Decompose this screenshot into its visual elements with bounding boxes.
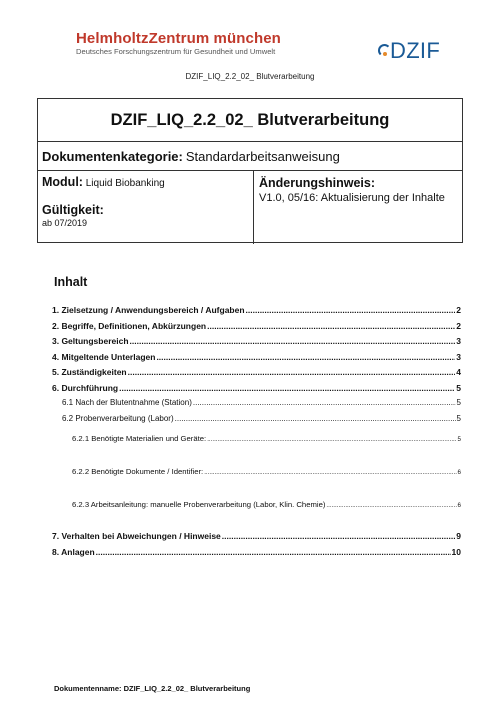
page-header: DZIF_LIQ_2.2_02_ Blutverarbeitung: [185, 72, 315, 81]
toc-entry-title: 5. Zuständigkeiten: [52, 367, 127, 377]
toc-entry-page: 2: [456, 305, 461, 315]
toc-entry-page: 5: [457, 436, 461, 443]
toc-entry-page: 5: [456, 398, 461, 407]
change-label: Änderungshinweis:: [259, 176, 375, 190]
toc-entry-page: 2: [456, 320, 461, 331]
toc-entry[interactable]: [52, 336, 461, 352]
change-value: V1.0, 05/16: Aktualisierung der Inhalte: [259, 192, 445, 204]
document-title: DZIF_LIQ_2.2_02_ Blutverarbeitung: [38, 99, 462, 142]
toc-entry[interactable]: [52, 367, 461, 383]
validity-value: ab 07/2019: [42, 218, 88, 228]
table-of-contents: [52, 305, 461, 562]
toc-entry[interactable]: [52, 305, 461, 321]
change-cell: [254, 171, 462, 244]
dzif-logo: [378, 38, 440, 64]
category-label: Dokumentenkategorie:: [42, 148, 183, 164]
module-cell: [38, 171, 254, 244]
toc-entry[interactable]: [52, 434, 461, 467]
toc-entry-title: 6.1 Nach der Blutentnahme (Station): [62, 398, 192, 407]
toc-entry-title: 4. Mitgeltende Unterlagen: [52, 351, 156, 362]
toc-entry-title: 3. Geltungsbereich: [52, 336, 129, 346]
toc-entry-page: 5: [456, 414, 461, 423]
toc-entry-page: 10: [451, 546, 461, 557]
toc-entry-page: 3: [456, 351, 461, 362]
helmholtz-name: HelmholtzZentrum münchen: [76, 30, 281, 47]
module-value: Liquid Biobanking: [85, 178, 165, 189]
toc-entry-page: 4: [456, 367, 461, 377]
toc-entry[interactable]: [52, 414, 461, 434]
toc-entry-title: 1. Zielsetzung / Anwendungsbereich / Aufgaben: [52, 305, 245, 315]
toc-entry-page: 6: [457, 502, 461, 509]
toc-entry[interactable]: [52, 383, 461, 399]
toc-entry-page: 3: [456, 336, 461, 346]
toc-entry-title: 6. Durchführung: [52, 382, 119, 393]
toc-entry[interactable]: [52, 352, 461, 368]
toc-entry[interactable]: [52, 467, 461, 500]
toc-entry[interactable]: [52, 547, 461, 563]
title-box: [37, 98, 463, 243]
toc-heading: Inhalt: [54, 275, 88, 289]
category-row: [38, 142, 462, 171]
meta-row: [38, 171, 462, 244]
toc-entry[interactable]: [52, 398, 461, 414]
toc-entry-title: 6.2.1 Benötigte Materialien und Geräte:: [72, 434, 207, 443]
toc-entry-title: 8. Anlagen: [52, 546, 95, 557]
validity-label: Gültigkeit:: [42, 203, 104, 217]
helmholtz-logo: [76, 31, 281, 57]
toc-entry-title: 7. Verhalten bei Abweichungen / Hinweise: [52, 531, 221, 541]
page-footer: Dokumentenname: DZIF_LIQ_2.2_02_ Blutverarbeitung: [54, 684, 251, 693]
toc-entry-title: 6.2.3 Arbeitsanleitung: manuelle Probenverarbeitung (Labor, Klin. Chemie): [72, 500, 326, 509]
toc-entry-title: 6.2.2 Benötigte Dokumente / Identifier:: [72, 467, 204, 476]
toc-entry[interactable]: [52, 500, 461, 531]
toc-entry-page: 6: [457, 469, 461, 476]
module-label: Modul:: [42, 175, 83, 189]
toc-entry-title: 2. Begriffe, Definitionen, Abkürzungen: [52, 320, 207, 331]
toc-entry-page: 9: [456, 531, 461, 541]
toc-entry[interactable]: [52, 531, 461, 547]
helmholtz-subtitle: Deutsches Forschungszentrum für Gesundheit und Umwelt: [76, 47, 276, 56]
toc-entry[interactable]: [52, 321, 461, 337]
dzif-wordmark: DZIF: [390, 38, 441, 63]
toc-entry-page: 5: [456, 382, 461, 393]
toc-entry-title: 6.2 Probenverarbeitung (Labor): [62, 414, 174, 423]
module-line: [42, 175, 253, 189]
dzif-mark-icon: [378, 44, 388, 58]
category-value: Standardarbeitsanweisung: [185, 148, 340, 164]
